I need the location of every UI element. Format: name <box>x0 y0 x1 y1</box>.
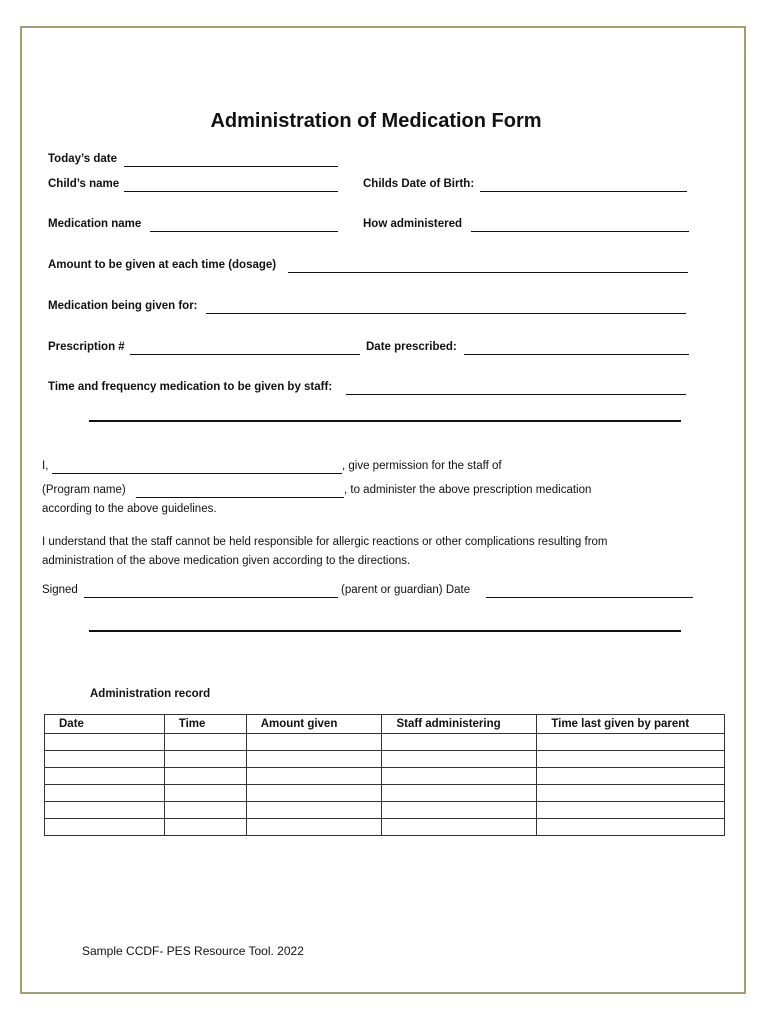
table-cell[interactable] <box>45 819 165 836</box>
table-cell[interactable] <box>45 785 165 802</box>
table-cell[interactable] <box>164 802 246 819</box>
table-cell[interactable] <box>246 785 382 802</box>
table-cell[interactable] <box>246 819 382 836</box>
todays-date-field[interactable] <box>124 166 338 167</box>
column-header-date: Date <box>45 715 165 734</box>
understand-text-line2: administration of the above medication given according to the directions. <box>42 555 411 567</box>
give-permission-text: , give permission for the staff of <box>342 460 502 472</box>
table-cell[interactable] <box>382 734 537 751</box>
table-header-row <box>45 715 725 734</box>
dosage-field[interactable] <box>288 272 688 273</box>
guardian-date-label: (parent or guardian) Date <box>341 584 471 596</box>
table-cell[interactable] <box>246 768 382 785</box>
how-administered-field[interactable] <box>471 231 689 232</box>
form-title: Administration of Medication Form <box>210 110 542 132</box>
column-header-amount-given: Amount given <box>246 715 382 734</box>
table-cell[interactable] <box>164 819 246 836</box>
date-prescribed-field[interactable] <box>464 354 689 355</box>
column-header-time: Time <box>164 715 246 734</box>
table-cell[interactable] <box>382 751 537 768</box>
program-name-label: (Program name) <box>42 484 126 496</box>
table-cell[interactable] <box>382 819 537 836</box>
given-for-field[interactable] <box>206 313 686 314</box>
childs-name-label: Child’s name <box>48 178 120 190</box>
medication-name-label: Medication name <box>48 218 142 230</box>
dosage-label: Amount to be given at each time (dosage) <box>48 259 277 271</box>
signature-field[interactable] <box>84 597 338 598</box>
prescription-label: Prescription # <box>48 341 125 353</box>
table-cell[interactable] <box>537 819 725 836</box>
table-cell[interactable] <box>537 802 725 819</box>
time-frequency-field[interactable] <box>346 394 686 395</box>
signed-label: Signed <box>42 584 78 596</box>
column-header-time-last-given: Time last given by parent <box>537 715 725 734</box>
date-prescribed-label: Date prescribed: <box>366 341 457 353</box>
medication-name-field[interactable] <box>150 231 338 232</box>
record-heading: Administration record <box>90 688 211 700</box>
parent-name-field[interactable] <box>52 473 342 474</box>
understand-text-line1: I understand that the staff cannot be held responsible for allergic reactions or other complications resulting from <box>42 536 608 548</box>
section-divider-2 <box>89 630 681 632</box>
child-dob-field[interactable] <box>480 191 687 192</box>
table-row <box>45 802 725 819</box>
footer-text: Sample CCDF- PES Resource Tool. 2022 <box>82 944 304 958</box>
given-for-label: Medication being given for: <box>48 300 198 312</box>
table-cell[interactable] <box>246 802 382 819</box>
column-header-staff-administering: Staff administering <box>382 715 537 734</box>
childs-name-field[interactable] <box>124 191 338 192</box>
signed-date-field[interactable] <box>486 597 693 598</box>
prescription-field[interactable] <box>130 354 360 355</box>
table-row <box>45 751 725 768</box>
administer-text: , to administer the above prescription medication <box>344 484 592 496</box>
permission-i-prefix: I, <box>42 460 49 472</box>
table-cell[interactable] <box>45 751 165 768</box>
table-cell[interactable] <box>537 734 725 751</box>
table-cell[interactable] <box>537 785 725 802</box>
todays-date-label: Today’s date <box>48 153 118 165</box>
table-cell[interactable] <box>246 751 382 768</box>
table-cell[interactable] <box>164 734 246 751</box>
how-administered-label: How administered <box>363 218 463 230</box>
table-cell[interactable] <box>382 768 537 785</box>
table-cell[interactable] <box>164 768 246 785</box>
child-dob-label: Childs Date of Birth: <box>363 178 475 190</box>
table-cell[interactable] <box>164 785 246 802</box>
table-cell[interactable] <box>164 751 246 768</box>
table-row <box>45 785 725 802</box>
section-divider <box>89 420 681 422</box>
guidelines-text: according to the above guidelines. <box>42 503 217 515</box>
table-cell[interactable] <box>45 802 165 819</box>
table-cell[interactable] <box>382 802 537 819</box>
table-cell[interactable] <box>537 751 725 768</box>
table-cell[interactable] <box>537 768 725 785</box>
table-row <box>45 734 725 751</box>
table-row <box>45 768 725 785</box>
table-cell[interactable] <box>246 734 382 751</box>
program-name-field[interactable] <box>136 497 344 498</box>
table-row <box>45 819 725 836</box>
time-frequency-label: Time and frequency medication to be given by staff: <box>48 381 333 393</box>
administration-record-table <box>44 714 725 836</box>
table-cell[interactable] <box>45 768 165 785</box>
table-cell[interactable] <box>45 734 165 751</box>
table-cell[interactable] <box>382 785 537 802</box>
